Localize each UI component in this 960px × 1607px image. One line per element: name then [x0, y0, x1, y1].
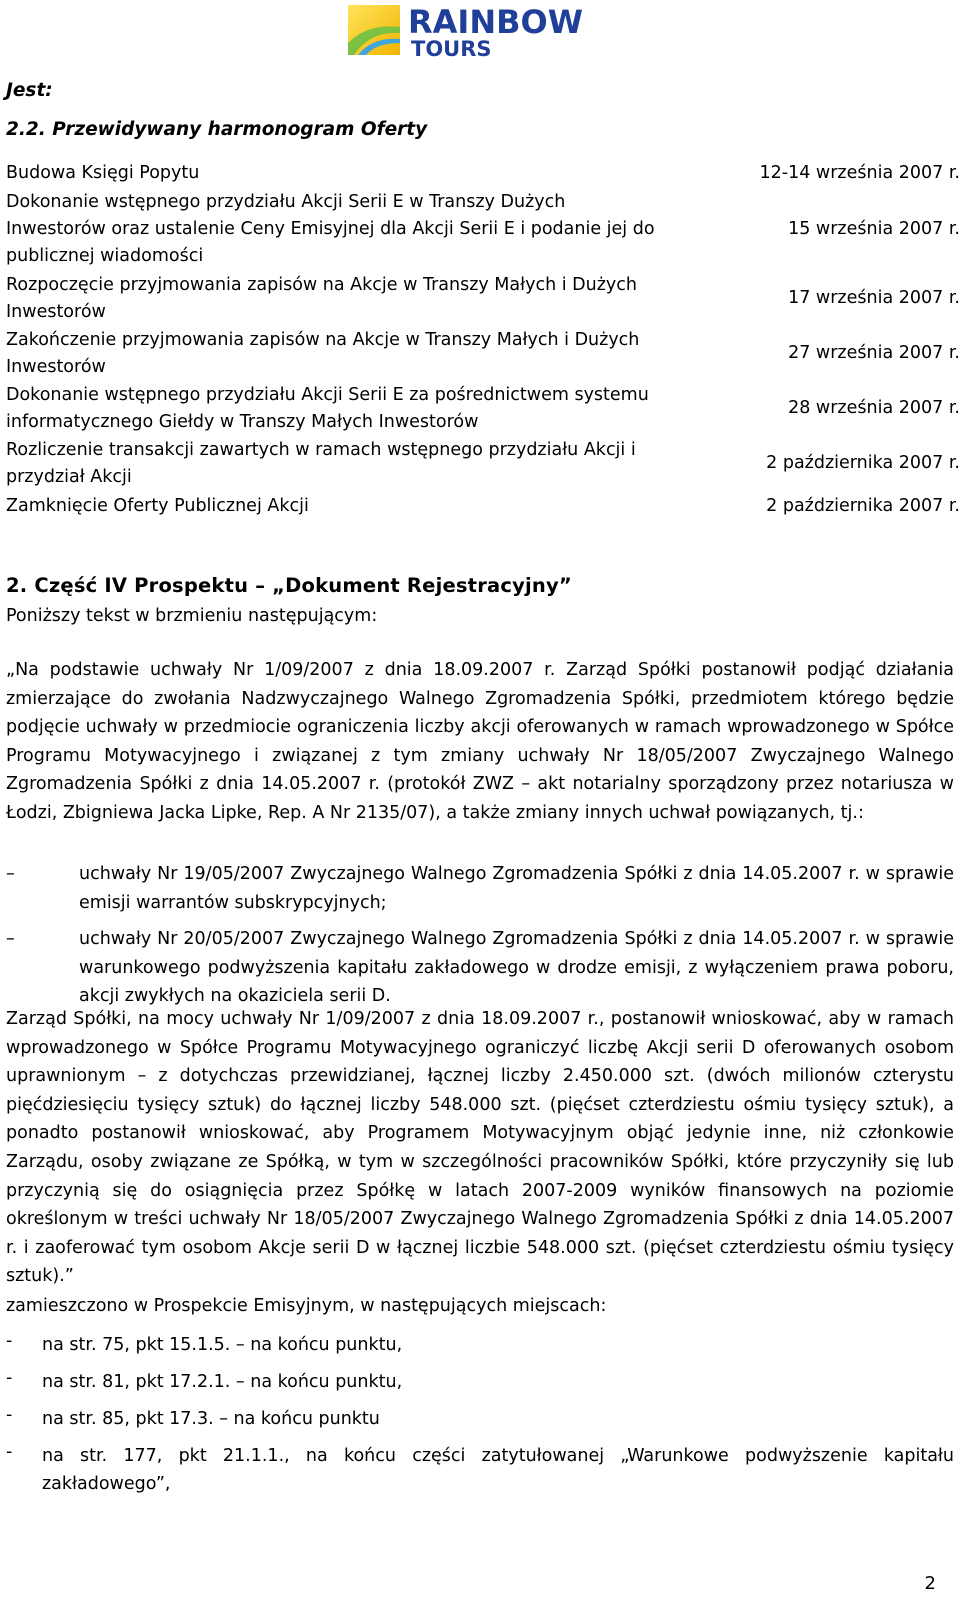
schedule-row [6, 491, 960, 521]
bullet-dash: – [6, 864, 15, 884]
list-item [6, 1368, 954, 1405]
list-item [6, 925, 954, 1011]
location-dash: - [6, 1331, 13, 1351]
schedule-date: 28 września 2007 r. [788, 398, 960, 418]
page-number: 2 [924, 1573, 936, 1594]
list-item [6, 1405, 954, 1442]
locations-list [6, 1331, 954, 1498]
quote-bullet-list [6, 860, 954, 1011]
schedule-activity: Rozpoczęcie przyjmowania zapisów na Akcje w Transzy Małych i Dużych Inwestorów [6, 274, 637, 322]
location-dash: - [6, 1405, 13, 1425]
bullet-dash: – [6, 929, 15, 950]
part-heading: 2. Część IV Prospektu – „Dokument Rejestracyjny” [6, 574, 572, 597]
jest-label: Jest: [6, 80, 53, 101]
logo-text-rainbow: RAINBOW [408, 3, 583, 41]
schedule-row [6, 271, 960, 326]
schedule-date: 15 września 2007 r. [788, 218, 960, 239]
schedule-activity: Dokonanie wstępnego przydziału Akcji Serii E za pośrednictwem systemu informatycznego Giełdy w Transzy Małych Inwestorów [6, 384, 649, 432]
schedule-table [6, 160, 960, 521]
section-heading: 2.2. Przewidywany harmonogram Oferty [6, 119, 428, 140]
quote-paragraph-2: Zarząd Spółki, na mocy uchwały Nr 1/09/2007 z dnia 18.09.2007 r., postanowił wnioskować, aby w ramach wprowadzonego w Spółce Programu Motywacyjnego ograniczyć liczbę Akcji serii D oferowanych osobom uprawnionym – z dotychczas przewidzianej, łącznej liczby 2.450.000 szt. (dwóch milionów czterystu pięćdziesięciu tysięcy sztuk) do łącznej liczby 548.000 szt. (pięćset czterdziestu ośmiu tysięcy sztuk), a ponadto postanowił wnioskować, aby Programem Motywacyjnym objąć jedynie inne, niż członkowie Zarządu, osoby związane ze Spółką, w tym w szczególności pracowników Spółki, które przyczyniły się lub przyczynią się do osiągnięcia przez Spółkę w latach 2007-2009 wyników finansowych na poziomie określonym w treści uchwały Nr 18/05/2007 Zwyczajnego Walnego Zgromadzenia Spółki z dnia 14.05.2007 r. i zaoferować tym osobom Akcje serii D w łącznej liczbie 548.000 szt. (pięćset czterdziestu ośmiu tysięcy sztuk).” [6, 1009, 954, 1287]
schedule-activity: Zakończenie przyjmowania zapisów na Akcje w Transzy Małych i Dużych Inwestorów [6, 329, 640, 377]
logo-text-tours: TOURS [411, 37, 492, 59]
location-text: na str. 81, pkt 17.2.1. – na końcu punktu, [42, 1372, 403, 1392]
location-dash: - [6, 1368, 13, 1388]
location-text: na str. 177, pkt 21.1.1., na końcu części zatytułowanej „Warunkowe podwyższenie kapitału zakładowego”, [42, 1446, 954, 1494]
schedule-activity: Rozliczenie transakcji zawartych w ramach wstępnego przydziału Akcji i przydział Akcji [6, 439, 636, 487]
schedule-activity: Zamknięcie Oferty Publicznej Akcji [6, 495, 309, 516]
schedule-row [6, 326, 960, 381]
list-item [6, 860, 954, 917]
rainbow-tours-logo [348, 3, 612, 59]
schedule-date: 2 października 2007 r. [766, 495, 960, 516]
schedule-row [6, 160, 960, 187]
logo-graphic [348, 3, 612, 59]
schedule-row [6, 381, 960, 436]
schedule-activity: Dokonanie wstępnego przydziału Akcji Serii E w Transzy Dużych Inwestorów oraz ustalenie Ceny Emisyjnej dla Akcji Serii E i podanie jej do publicznej wiadomości [6, 191, 655, 266]
location-text: na str. 75, pkt 15.1.5. – na końcu punktu, [42, 1335, 403, 1355]
schedule-row [6, 436, 960, 491]
location-text: na str. 85, pkt 17.3. – na końcu punktu [42, 1409, 380, 1429]
schedule-row [6, 187, 960, 271]
intro-text: Poniższy tekst w brzmieniu następującym: [6, 606, 378, 626]
schedule-date: 17 września 2007 r. [788, 288, 960, 308]
list-item [6, 1442, 954, 1498]
list-item [6, 1331, 954, 1368]
schedule-date: 27 września 2007 r. [788, 343, 960, 363]
schedule-date: 12-14 września 2007 r. [759, 163, 960, 183]
bullet-text: uchwały Nr 20/05/2007 Zwyczajnego Walnego Zgromadzenia Spółki z dnia 14.05.2007 r. w sprawie warunkowego podwyższenia kapitału zakładowego w drodze emisji, z wyłączeniem prawa poboru, akcji zwykłych na okaziciela serii D. [79, 929, 954, 1007]
bullet-text: uchwały Nr 19/05/2007 Zwyczajnego Walnego Zgromadzenia Spółki z dnia 14.05.2007 r. w sprawie emisji warrantów subskrypcyjnych; [79, 864, 954, 913]
location-dash: - [6, 1442, 13, 1462]
placed-intro-text: zamieszczono w Prospekcie Emisyjnym, w następujących miejscach: [6, 1296, 607, 1316]
schedule-date: 2 października 2007 r. [766, 453, 960, 473]
schedule-activity: Budowa Księgi Popytu [6, 163, 200, 183]
quote-paragraph: „Na podstawie uchwały Nr 1/09/2007 z dnia 18.09.2007 r. Zarząd Spółki postanowił podjąć działania zmierzające do zwołania Nadzwyczajnego Walnego Zgromadzenia Spółki, przedmiotem którego będzie podjęcie uchwały w przedmiocie ograniczenia liczby akcji oferowanych w ramach wprowadzonego w Spółce Programu Motywacyjnego i związanej z tym zmiany uchwały Nr 18/05/2007 Zwyczajnego Walnego Zgromadzenia Spółki z dnia 14.05.2007 r. (protokół ZWZ – akt notarialny sporządzony przez notariusza w Łodzi, Zbigniewa Jacka Lipke, Rep. A Nr 2135/07), a także zmiany innych uchwał powiązanych, tj.: [6, 660, 954, 823]
